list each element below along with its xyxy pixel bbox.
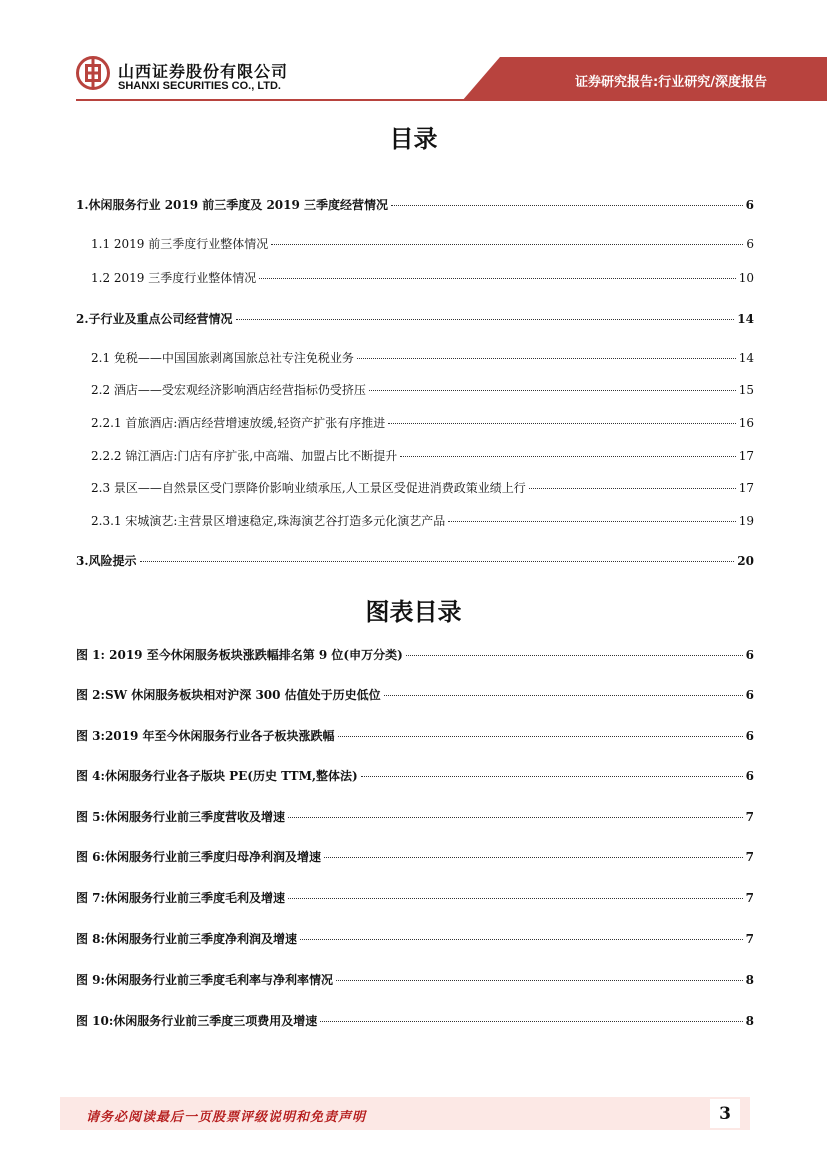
figure-item[interactable]: 图 8:休闲服务行业前三季度净利润及增速 7 — [76, 932, 754, 946]
header-divider — [76, 99, 827, 101]
toc-item[interactable]: 1.2 2019 三季度行业整体情况 10 — [91, 271, 754, 285]
toc-item[interactable]: 2.1 免税——中国国旅剥离国旅总社专注免税业务 14 — [91, 351, 754, 365]
toc-item[interactable]: 3.风险提示 20 — [76, 554, 754, 568]
page-number: 3 — [710, 1099, 740, 1128]
toc-item[interactable]: 2.2 酒店——受宏观经济影响酒店经营指标仍受挤压 15 — [91, 383, 754, 397]
figure-item[interactable]: 图 2:SW 休闲服务板块相对沪深 300 估值处于历史低位 6 — [76, 688, 754, 702]
figure-item[interactable]: 图 7:休闲服务行业前三季度毛利及增速 7 — [76, 891, 754, 905]
report-type-label: 证券研究报告:行业研究/深度报告 — [575, 75, 767, 90]
company-name-en: SHANXI SECURITIES CO., LTD. — [118, 80, 281, 92]
toc-item[interactable]: 2.2.2 锦江酒店:门店有序扩张,中高端、加盟占比不断提升 17 — [91, 449, 754, 463]
disclaimer-notice: 请务必阅读最后一页股票评级说明和免责声明 — [86, 1110, 367, 1125]
toc-item[interactable]: 2.2.1 首旅酒店:酒店经营增速放缓,轻资产扩张有序推进 16 — [91, 416, 754, 430]
figure-item[interactable]: 图 1: 2019 至今休闲服务板块涨跌幅排名第 9 位(申万分类) 6 — [76, 648, 754, 662]
figure-item[interactable]: 图 5:休闲服务行业前三季度营收及增速 7 — [76, 810, 754, 824]
toc-item[interactable]: 1.休闲服务行业 2019 前三季度及 2019 三季度经营情况 6 — [76, 198, 754, 212]
shanxi-securities-logo-icon — [76, 56, 110, 90]
toc-item[interactable]: 2.子行业及重点公司经营情况 14 — [76, 312, 754, 326]
toc-item[interactable]: 2.3 景区——自然景区受门票降价影响业绩承压,人工景区受促进消费政策业绩上行 17 — [91, 481, 754, 495]
figure-item[interactable]: 图 4:休闲服务行业各子版块 PE(历史 TTM,整体法) 6 — [76, 769, 754, 783]
figure-item[interactable]: 图 10:休闲服务行业前三季度三项费用及增速 8 — [76, 1014, 754, 1028]
figures-toc-title: 图表目录 — [365, 598, 462, 626]
figure-item[interactable]: 图 3:2019 年至今休闲服务行业各子板块涨跌幅 6 — [76, 729, 754, 743]
figure-item[interactable]: 图 6:休闲服务行业前三季度归母净利润及增速 7 — [76, 850, 754, 864]
toc-item[interactable]: 2.3.1 宋城演艺:主营景区增速稳定,珠海演艺谷打造多元化演艺产品 19 — [91, 514, 754, 528]
toc-title: 目录 — [389, 125, 438, 153]
figure-item[interactable]: 图 9:休闲服务行业前三季度毛利率与净利率情况 8 — [76, 973, 754, 987]
toc-item[interactable]: 1.1 2019 前三季度行业整体情况 6 — [91, 237, 754, 251]
page-header — [0, 0, 827, 100]
company-name-cn: 山西证券股份有限公司 — [118, 62, 289, 81]
